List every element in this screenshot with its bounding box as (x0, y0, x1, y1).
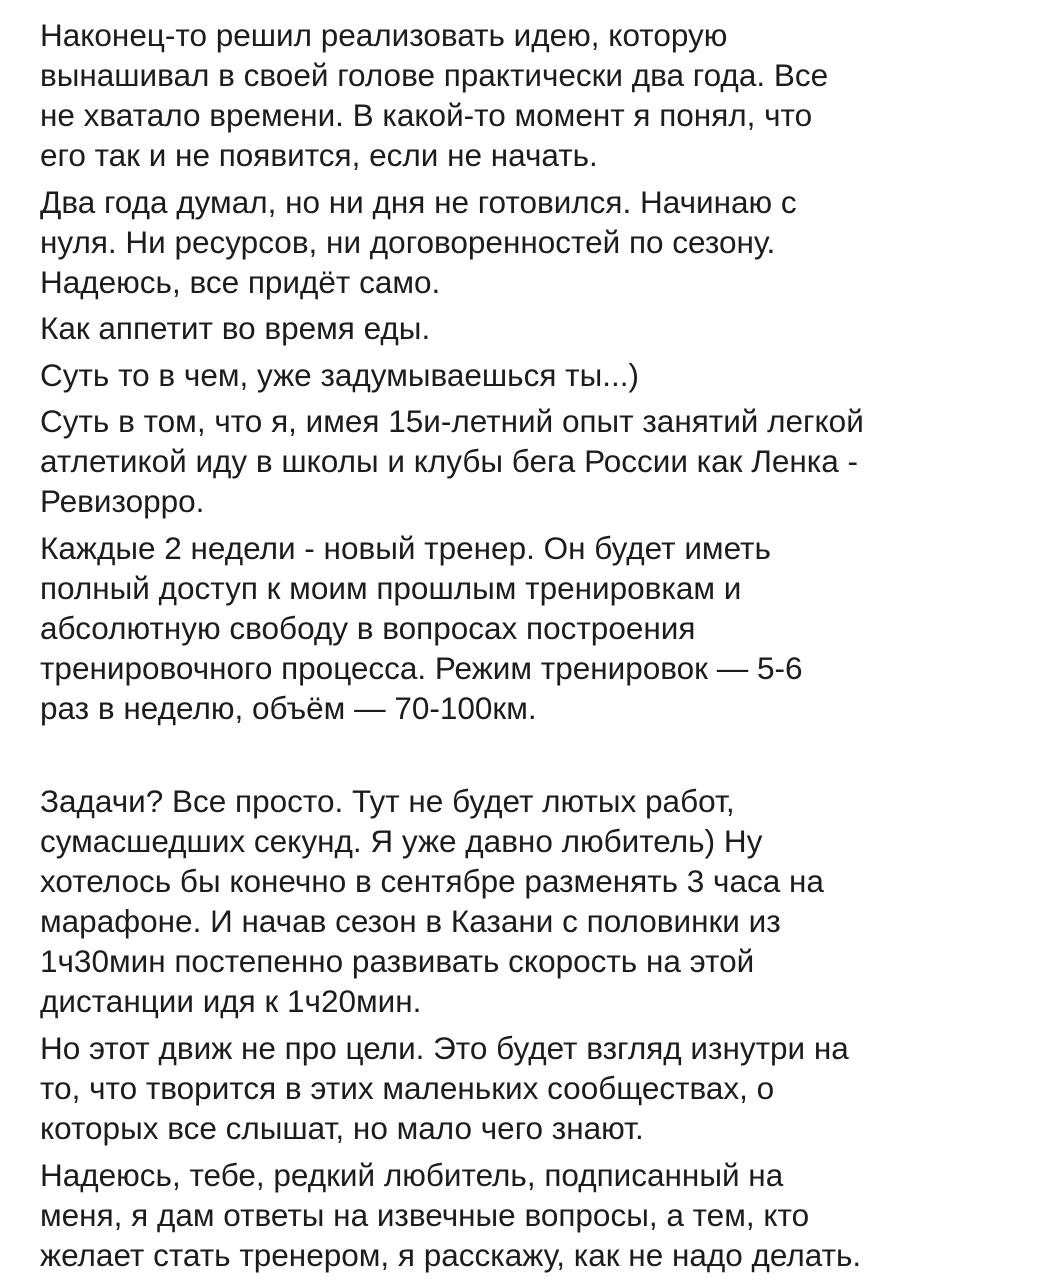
text-line: дистанции идя к 1ч20мин. (40, 983, 422, 1019)
text-line: Суть то в чем, уже задумываешься ты...) (40, 357, 639, 393)
text-line: Ревизорро. (40, 483, 205, 519)
text-line: Но этот движ не про цели. Это будет взгляд изнутри на (40, 1030, 849, 1066)
text-line: Два года думал, но ни дня не готовился. Начинаю с (40, 184, 797, 220)
text-line: раз в неделю, объём — 70-100км. (40, 690, 537, 726)
text-line: марафоне. И начав сезон в Казани с половинки из (40, 903, 781, 939)
text-line: Наконец-то решил реализовать идею, которую (40, 17, 728, 53)
text-line: атлетикой иду в школы и клубы бега России как Ленка - (40, 443, 859, 479)
text-line: сумасшедших секунд. Я уже давно любитель) Ну (40, 823, 763, 859)
text-line: Каждые 2 недели - новый тренер. Он будет иметь (40, 530, 771, 566)
text-line: тренировочного процесса. Режим тренировок — 5-6 (40, 650, 803, 686)
text-line: меня, я дам ответы на извечные вопросы, а тем, кто (40, 1197, 810, 1233)
text-line: Надеюсь, все придёт само. (40, 264, 441, 300)
text-line: полный доступ к моим прошлым тренировкам и (40, 570, 742, 606)
text-line: абсолютную свободу в вопросах построения (40, 610, 696, 646)
text-line: вынашивал в своей голове практически два года. Все (40, 57, 829, 93)
text-line: Задачи? Все просто. Тут не будет лютых работ, (40, 783, 735, 819)
text-line: его так и не появится, если не начать. (40, 137, 598, 173)
text-line: Суть в том, что я, имея 15и-летний опыт занятий легкой (40, 403, 864, 439)
text-line: 1ч30мин постепенно развивать скорость на этой (40, 943, 755, 979)
text-line: не хватало времени. В какой-то момент я понял, что (40, 97, 813, 133)
text-line: то, что творится в этих маленьких сообществах, о (40, 1070, 775, 1106)
text-line: желает стать тренером, я расскажу, как не надо делать. (40, 1237, 862, 1273)
text-line: которых все слышат, но мало чего знают. (40, 1110, 644, 1146)
text-line: Надеюсь, тебе, редкий любитель, подписанный на (40, 1157, 784, 1193)
text-line: нуля. Ни ресурсов, ни договоренностей по сезону. (40, 224, 776, 260)
text-line: хотелось бы конечно в сентябре разменять 3 часа на (40, 863, 824, 899)
text-line: Как аппетит во время еды. (40, 310, 431, 346)
